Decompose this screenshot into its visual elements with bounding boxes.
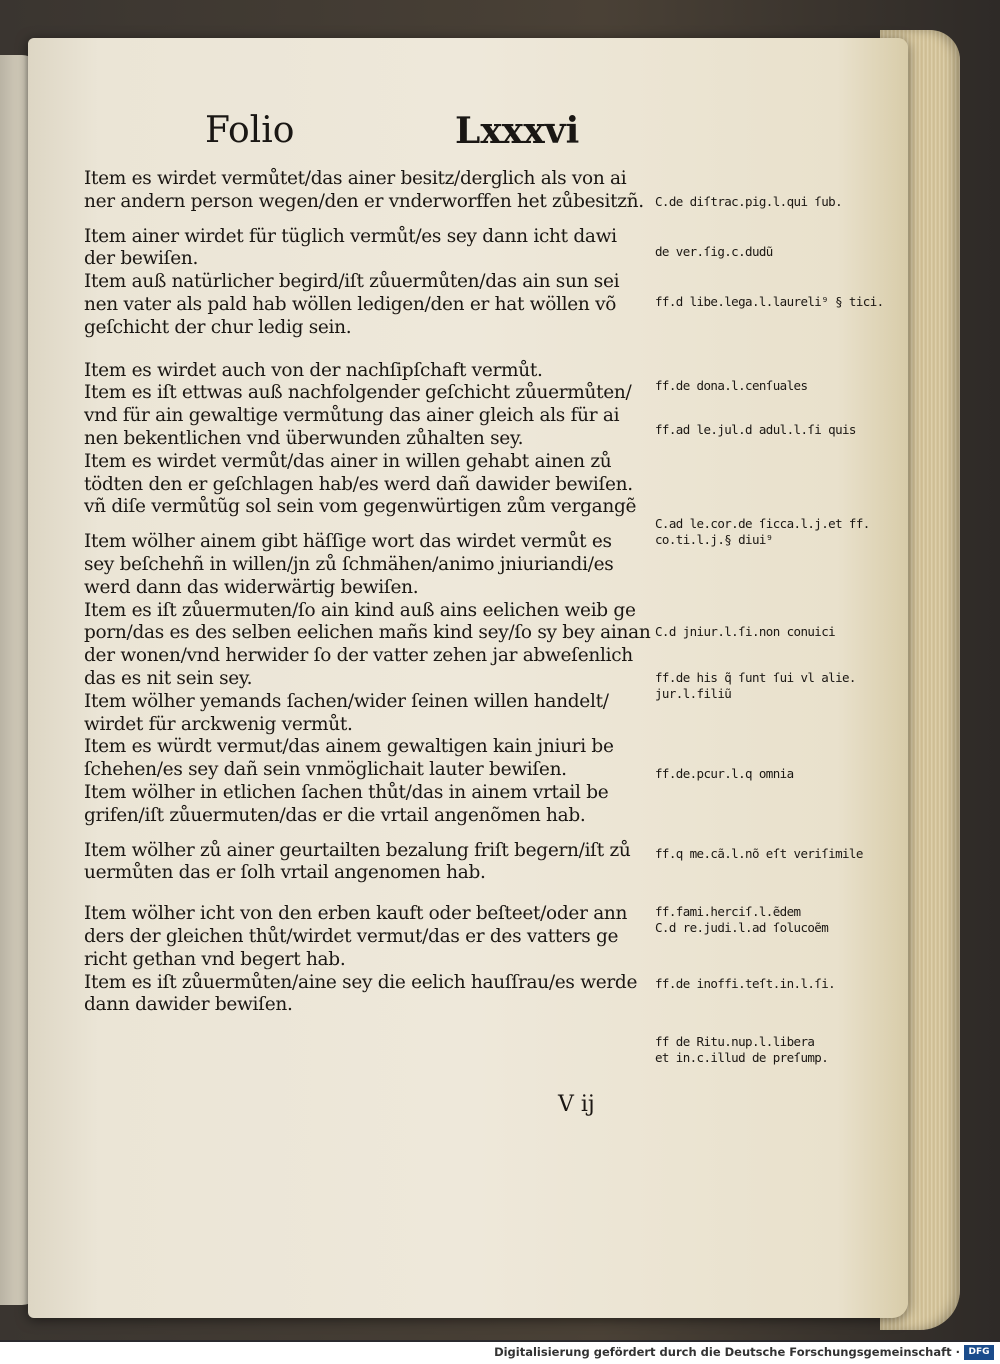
paragraph xyxy=(84,451,644,519)
text-line: wirdet für arckwenig vermůt. xyxy=(84,713,353,735)
text-line: richt gethan vnd begert hab. xyxy=(84,948,346,970)
text-line: Item wölher in etlichen ſachen thůt/das in ainem vrtail be xyxy=(84,781,609,803)
text-line: sey beſchehñ in willen/jn zů ſchmähen/animo jniuriandi/es xyxy=(84,553,614,575)
note-line: C.d re.judi.l.ad ſolucoẽm xyxy=(655,920,829,935)
text-line: ſchehen/es sey dañ sein vnmöglichait lauter bewiſen. xyxy=(84,759,567,781)
text-line: vñ diſe vermůtũg sol sein vom gegenwürtigen zům vergangẽ xyxy=(84,496,637,518)
text-line: Item es wirdet auch von der nachſipſchaft vermůt. xyxy=(84,359,543,381)
note-line: ff.de inoffi.teſt.in.l.ſi. xyxy=(655,976,836,991)
paragraph xyxy=(84,972,644,1018)
text-line: porn/das es des selben eelichen mañs kind sey/ſo sy bey ainan xyxy=(84,622,651,644)
text-line: grifen/iſt zůuermuten/das er die vrtail angenõmen hab. xyxy=(84,804,586,826)
text-line: Item wölher ainem gibt häſſige wort das wirdet vermůt es xyxy=(84,531,612,553)
text-line: Item es iſt zůuermuten/ſo ain kind auß ains eelichen weib ge xyxy=(84,599,636,621)
paragraph xyxy=(84,271,644,339)
note-line: ff.de his q̃ ſunt ſui vl alie. xyxy=(655,670,856,685)
note-line: ff.de dona.l.cenſuales xyxy=(655,378,808,393)
text-line: Item wölher icht von den erben kauft oder beſteet/oder ann xyxy=(84,903,628,925)
paragraph xyxy=(84,840,644,886)
paragraph xyxy=(84,691,644,737)
dfg-logo: DFG xyxy=(964,1345,994,1360)
paragraph xyxy=(84,382,644,450)
note-line: ff de Ritu.nup.l.libera xyxy=(655,1034,815,1049)
text-line: nen bekentlichen vnd überwunden zůhalten sey. xyxy=(84,427,524,449)
text-line: ner andern person wegen/den er vnderworffen het zůbesitzñ. xyxy=(84,190,644,212)
signature-mark: V ij xyxy=(558,1092,595,1117)
paragraph xyxy=(84,736,644,782)
text-line: Item wölher yemands ſachen/wider ſeinen willen handelt/ xyxy=(84,690,609,712)
text-line: Item es wirdet vermůtet/das ainer besitz/derglich als von ai xyxy=(84,168,627,189)
paragraph xyxy=(84,531,644,599)
text-line: Item es würdt vermut/das ainem gewaltigen kain jniuri be xyxy=(84,736,614,758)
note-line: ff.d libe.lega.l.laureli⁹ § tici. xyxy=(655,294,884,309)
note-line: ff.q me.cã.l.nõ eſt veriſimile xyxy=(655,846,863,861)
main-text xyxy=(84,168,651,1029)
text-line: Item wölher zů ainer geurtailten bezalung friſt begern/iſt zů xyxy=(84,839,631,861)
text-line: geſchicht der chur ledig sein. xyxy=(84,316,352,338)
text-line: dann dawider bewiſen. xyxy=(84,994,293,1016)
text-line: Item ainer wirdet für tüglich vermůt/es sey dann icht dawi xyxy=(84,225,617,247)
funding-credit: Digitalisierung gefördert durch die Deutsche Forschungsgemeinschaft · xyxy=(494,1345,960,1359)
note-line: ff.fami.herciſ.l.ẽdem xyxy=(655,904,801,919)
text-line: Item es wirdet vermůt/das ainer in willen gehabt ainen zů xyxy=(84,450,612,472)
text-line: werd dann das widerwärtig bewiſen. xyxy=(84,576,419,598)
text-line: vnd für ain gewaltige vermůtung das ainer gleich als für ai xyxy=(84,405,620,427)
text-line: nen vater als pald hab wöllen ledigen/den er hat wöllen võ xyxy=(84,293,617,315)
text-line: Item es iſt zůuermůten/aine sey die eelich hauſſrau/es werde xyxy=(84,971,638,993)
page-header xyxy=(205,110,585,150)
note-line: ff.de.pcur.l.q omnia xyxy=(655,766,794,781)
text-line: Item es iſt ettwas auß nachfolgender geſchicht zůuermůten/ xyxy=(84,382,632,404)
text-line: ders der gleichen thůt/wirdet vermut/das er des vatters ge xyxy=(84,925,619,947)
paragraph xyxy=(84,903,644,971)
footer-bar xyxy=(0,1342,1000,1364)
text-line: tödten den er geſchlagen hab/es werd dañ dawider bewiſen. xyxy=(84,473,633,495)
note-line: et in.c.illud de preſump. xyxy=(655,1050,829,1065)
note-line: co.ti.l.j.§ diui⁹ xyxy=(655,532,773,547)
folio-label: Folio xyxy=(205,110,295,151)
paragraph xyxy=(84,599,651,691)
note-line: C.d jniur.l.ſi.non conuici xyxy=(655,624,836,639)
note-line: ff.ad le.jul.d adul.l.ſi quis xyxy=(655,422,856,437)
text-line: der wonen/vnd herwider ſo der vatter zehen jar abweſenlich xyxy=(84,645,633,667)
text-line: Item auß natürlicher begird/iſt zůuermůten/das ain sun sei xyxy=(84,271,620,293)
note-line: C.de diſtrac.pig.l.qui ſub. xyxy=(655,194,842,209)
paragraph xyxy=(84,168,644,214)
note-line: C.ad le.cor.de ſicca.l.j.et ff. xyxy=(655,516,870,531)
paragraph xyxy=(84,360,644,383)
note-line: jur.l.filiũ xyxy=(655,686,732,701)
paragraph xyxy=(84,226,644,272)
text-line: uermůten das er ſolh vrtail angenomen hab. xyxy=(84,862,486,884)
text-line: das es nit sein sey. xyxy=(84,667,253,689)
paragraph xyxy=(84,782,644,828)
folio-number: Lxxxvi xyxy=(455,110,580,152)
text-line: der bewiſen. xyxy=(84,248,199,270)
note-line: de ver.ſig.c.dudũ xyxy=(655,244,773,259)
